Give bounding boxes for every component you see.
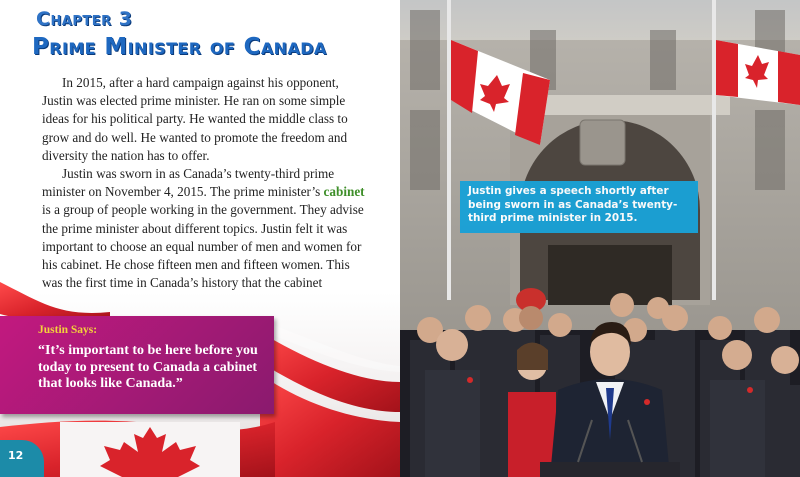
- page-number: 12: [8, 449, 24, 462]
- quote-heading: Justin Says:: [38, 324, 98, 336]
- glossary-term-cabinet[interactable]: cabinet: [323, 184, 365, 200]
- chapter-label: Chapter 3: [36, 8, 133, 30]
- paragraph-2-start: Justin was sworn in as Canada’s twenty-third prime minister on November 4, 2015. The prime minister’s: [42, 166, 335, 200]
- photo-caption: Justin gives a speech shortly after being sworn in as Canada’s twenty-third prime minister in 2015.: [460, 181, 698, 233]
- flagpole-right: [712, 0, 716, 300]
- paragraph-2-end: is a group of people working in the government. They advise the prime minister about different topics. Justin felt it was important to choose an equal number of men and women for his cabinet. He chose fifteen men and fifteen women. This was the first time in Canada’s history that the cabinet: [42, 202, 364, 291]
- flagpole-left: [447, 0, 451, 300]
- chapter-title: Prime Minister of Canada: [32, 34, 327, 60]
- podium: [540, 462, 680, 477]
- swearing-in-photo: [400, 0, 800, 477]
- quote-text: “It’s important to be here before you today to present to Canada a cabinet that looks like Canada.”: [38, 343, 258, 391]
- coat-of-arms: [580, 120, 625, 165]
- paragraph-1: In 2015, after a hard campaign against his opponent, Justin was elected prime minister. He ran on some simple ideas for his political party. He wanted the middle class to grow and do well. He wanted to promote the freedom and diversity the nation has to offer.: [42, 75, 348, 163]
- photo-scene: [400, 0, 800, 477]
- quote-box: [0, 316, 274, 414]
